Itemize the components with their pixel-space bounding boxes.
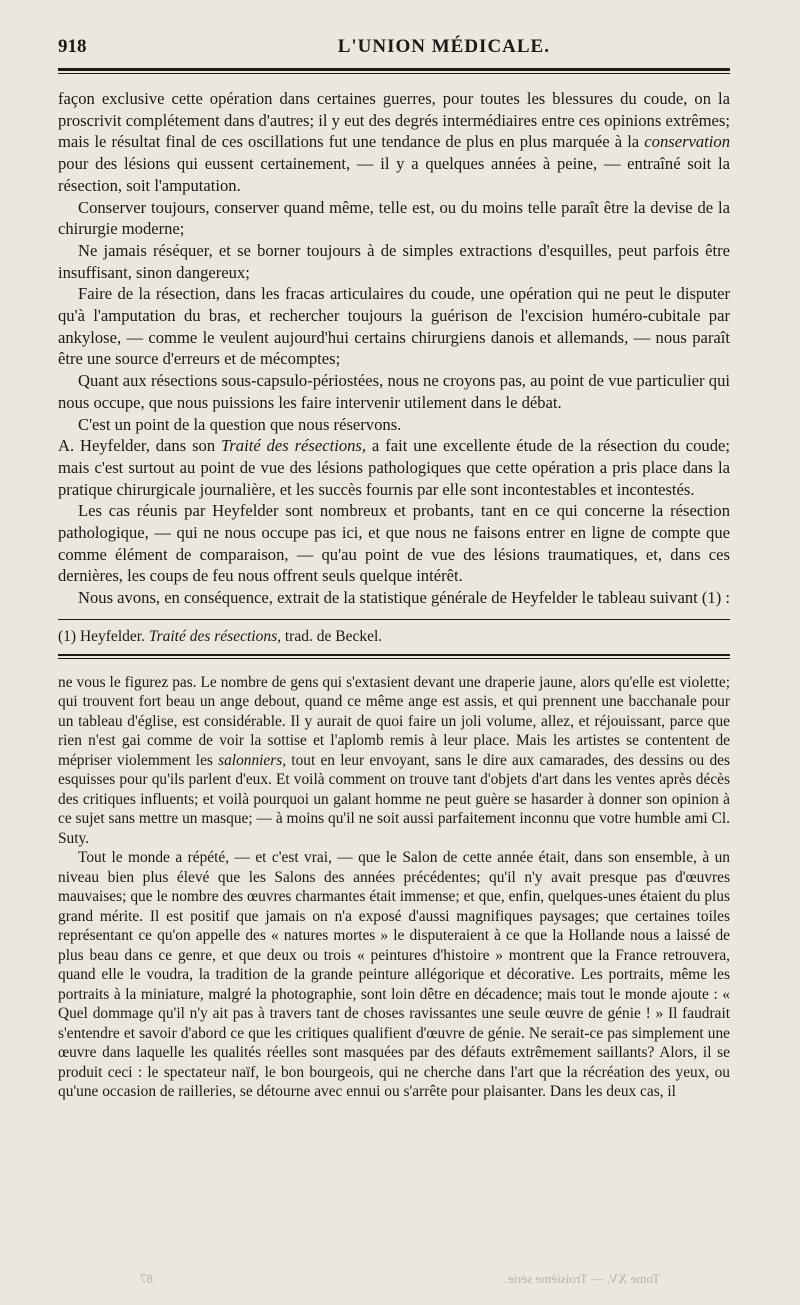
page-number: 918 xyxy=(58,36,87,57)
paragraph: Ne jamais réséquer, et se borner toujours à de simples extractions d'esquilles, peut parfois être insuffisant, sinon dangereux; xyxy=(58,240,730,282)
bleed-through-footer xyxy=(140,1271,660,1287)
paragraph: C'est un point de la question que nous réservons. xyxy=(78,414,402,434)
paragraph: Conserver toujours, conserver quand même, telle est, ou du moins telle paraît être la devise de la chirurgie moderne; xyxy=(58,197,730,239)
header-rule xyxy=(58,68,730,71)
footer-volume: Tome XV. — Troisième série. xyxy=(504,1271,660,1286)
header-rule-thin xyxy=(58,73,730,74)
footnote-rule xyxy=(58,619,730,620)
paragraph: Quant aux résections sous-capsulo-périostées, nous ne croyons pas, au point de vue particulier qui nous occupe, que nous puissions les faire intervenir utilement dans le débat. xyxy=(58,371,730,412)
footnote: (1) Heyfelder. Traité des résections, trad. de Beckel. xyxy=(58,627,383,645)
feuilleton-separator-thin xyxy=(58,658,730,659)
paragraph: A. Heyfelder, dans son Traité des résections, a fait une excellente étude de la résection du coude; mais c'est surtout au point de vue des lésions pathologiques que cette opération a pris place dans la pratique chirurgicale journalière, et les succès fournis par elle sont incontestables et incontestés. xyxy=(58,436,730,499)
paragraph: Nous avons, en conséquence, extrait de la statistique générale de Heyfelder le tableau suivant (1) : xyxy=(78,588,730,608)
running-header xyxy=(58,36,730,64)
feuilleton-body xyxy=(58,673,730,1102)
paragraph: Les cas réunis par Heyfelder sont nombreux et probants, tant en ce qui concerne la résection pathologique, — qui ne nous occupe pas ici, et que nous ne faisons entrer en ligne de compte que comme élément de comparaison, — qu'au point de vue des lésions traumatiques, et, dans ces dernières, les coups de feu nous offrent seuls quelque intérêt. xyxy=(58,501,730,586)
page xyxy=(58,36,730,1102)
footer-signature: 87 xyxy=(140,1271,153,1286)
paragraph: Faire de la résection, dans les fracas articulaires du coude, une opération qui ne peut le disputer qu'à l'amputation du bras, et rechercher toujours la guérison de l'excision huméro-cubitale par ankylose, — comme le veulent aujourd'hui certains chirurgiens danois et allemands, — nous paraît être une source d'erreurs et de mécomptes; xyxy=(58,284,730,369)
journal-title: L'UNION MÉDICALE. xyxy=(337,36,550,57)
paragraph: ne vous le figurez pas. Le nombre de gens qui s'extasient devant une draperie jaune, alors qu'elle est violette; qui trouvent fort beau un ange debout, quand ce même ange est assis, et qui prennent une bacchanale pour un tableau d'église, est considérable. Il y aurait de quoi faire un joli volume, allez, et réjouissant, parce que rien n'est gai comme de voir la sottise et l'aplomb remis à leur place. Mais les artistes se contentent de mépriser violemment les salonniers, tout en leur envoyant, sans le dire aux camarades, des dessins ou des esquisses pour qu'ils parlent d'eux. Et voilà comment on trouve tant d'objets d'art dans les ventes après décès des critiques influents; et voilà pourquoi un galant homme ne peut guère se hasarder à donner son opinion à ce sujet sans mettre un masque; — à moins qu'il ne soit aussi parfaitement inconnu que votre humble ami Cl. Suty. xyxy=(58,673,730,847)
paragraph: Tout le monde a répété, — et c'est vrai, — que le Salon de cette année était, dans son ensemble, à un niveau bien plus élevé que les Salons des années précédentes; qu'il n'y avait presque pas d'œuvres mauvaises; que le nombre des œuvres charmantes était immense; et que, enfin, quelques-unes étaient du plus grand mérite. Il est positif que jamais on n'a exposé d'aussi magnifiques paysages; que certaines toiles représentant ce qu'on appelle des « natures mortes » le disputeraient à ce que la Hollande nous a laissé de plus beau dans ce genre, et que deux ou trois « peintures d'histoire » montrent que la France retrouvera, quand elle le voudra, la tradition de la grande peinture allégorique et décorative. Les portraits, même les portraits à la miniature, malgré la photographie, sont loin dêtre en décadence; mais tout le monde ajoute : « Quel dommage qu'il n'y ait pas à travers tant de choses ravissantes une seule œuvre de génie ! » Il faudrait s'entendre et savoir d'abord ce que les critiques qualifient d'œuvre de génie. Ne serait-ce pas simplement une œuvre dans laquelle les qualités réelles sont masquées par des défauts extrêmement saillants? Alors, il se produit ceci : le spectateur naïf, le bon bourgeois, qui ne cherche dans l'art que la récréation des yeux, ou qu'une occasion de railleries, se détourne avec ennui ou s'arrête pour plaisanter. Dans les deux cas, il xyxy=(58,849,730,1101)
article-body xyxy=(58,88,730,609)
paragraph: façon exclusive cette opération dans certaines guerres, pour toutes les blessures du coude, on la proscrivit complétement dans d'autres; il y eut des degrés intermédiaires entre ces opinions extrêmes; mais le résultat final de ces oscillations fut une tendance de plus en plus marquée à la conservation pour des lésions qui eussent certainement, — il y a quelques années à peine, — entraîné soit la résection, soit l'amputation. xyxy=(58,89,730,195)
feuilleton-separator xyxy=(58,654,730,656)
